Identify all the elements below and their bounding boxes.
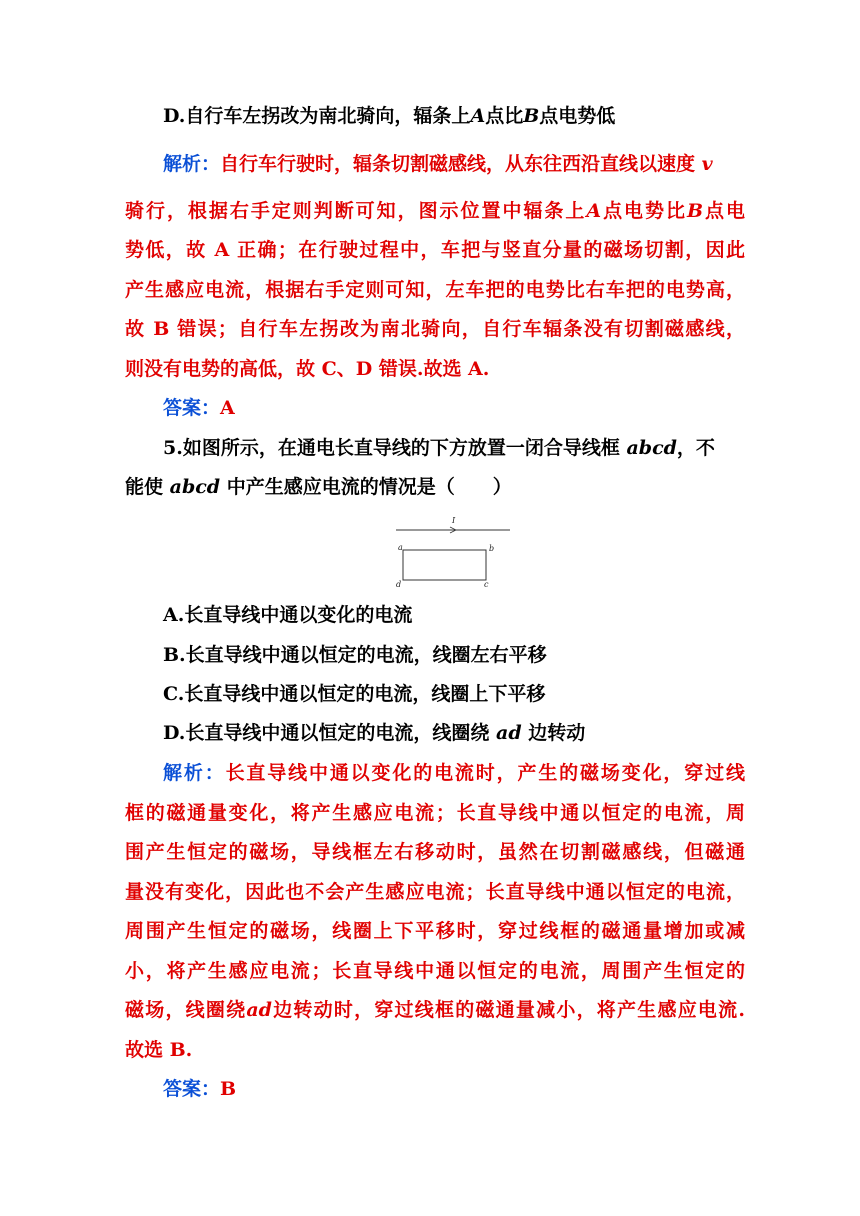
q4-analysis-line-3: 势低，故 A 正确；在行驶过程中，车把与竖直分量的磁场切割，因此 xyxy=(125,239,745,261)
stem-text: 能使 xyxy=(125,476,164,498)
answer-value: B xyxy=(220,1078,237,1100)
q4-answer xyxy=(163,396,745,420)
analysis-text: 骑行，根据右手定则判断可知，图示位置中辐条上 xyxy=(125,200,587,222)
q5-analysis-line-5: 周围产生恒定的磁场，线圈上下平移时，穿过线框的磁通量增加或减 xyxy=(125,920,745,942)
variable-abcd: abcd xyxy=(626,437,677,459)
variable-abcd: abcd xyxy=(169,476,221,498)
corner-label-d: d xyxy=(396,580,402,589)
q5-analysis-line-3: 围产生恒定的磁场，导线框左右移动时，虽然在切割磁感线，但磁通 xyxy=(125,841,745,863)
corner-label-a: a xyxy=(398,543,403,552)
q5-option-b: B.长直导线中通以恒定的电流，线圈左右平移 xyxy=(163,644,547,666)
variable-ad: ad xyxy=(246,999,272,1021)
option-text: 点电势低 xyxy=(539,105,616,127)
stem-text: 5.如图所示，在通电长直导线的下方放置一闭合导线框 xyxy=(163,437,620,459)
q5-stem-line-2 xyxy=(125,475,745,499)
analysis-text: 磁场，线圈绕 xyxy=(125,999,247,1021)
stem-text: 中产生感应电流的情况是（ ） xyxy=(226,476,512,498)
q5-stem-line-1 xyxy=(163,436,745,460)
q5-answer xyxy=(163,1077,745,1101)
variable-ad: ad xyxy=(496,722,522,744)
option-text: D.长直导线中通以恒定的电流，线圈绕 xyxy=(163,722,490,744)
variable-b: B xyxy=(686,200,704,222)
q5-option-c: C.长直导线中通以恒定的电流，线圈上下平移 xyxy=(163,683,546,705)
analysis-label: 解析： xyxy=(163,762,226,784)
option-prefix: D. xyxy=(163,105,186,127)
wire-loop-abcd xyxy=(403,550,486,580)
q5-option-a: A.长直导线中通以变化的电流 xyxy=(163,604,413,626)
option-text: 点比 xyxy=(485,105,524,127)
q4-analysis-line-1 xyxy=(163,152,745,176)
corner-label-b: b xyxy=(489,544,495,553)
wire-and-loop-figure xyxy=(392,510,516,592)
corner-label-c: c xyxy=(484,580,489,589)
option-text: 自行车左拐改为南北骑向，辐条上 xyxy=(185,105,471,127)
analysis-label: 解析： xyxy=(163,153,221,175)
q4-analysis-line-6: 则没有电势的高低，故 C、D 错误.故选 A. xyxy=(125,358,490,380)
analysis-text: 点电势比 xyxy=(601,200,687,222)
q5-analysis-line-2: 框的磁通量变化，将产生感应电流；长直导线中通以恒定的电流，周 xyxy=(125,802,745,824)
current-label: I xyxy=(452,516,456,525)
variable-b: B xyxy=(523,105,540,127)
q4-analysis-line-4: 产生感应电流，根据右手定则可知，左车把的电势比右车把的电势高， xyxy=(125,279,745,301)
variable-a: A xyxy=(470,105,486,127)
analysis-text: 自行车行驶时，辐条切割磁感线，从东往西沿直线以速度 xyxy=(220,153,696,175)
q4-analysis-line-2 xyxy=(125,199,745,223)
analysis-text: 长直导线中通以变化的电流时，产生的磁场变化，穿过线 xyxy=(225,762,745,784)
analysis-text: 点电 xyxy=(703,200,745,222)
q5-analysis-line-1 xyxy=(163,761,745,785)
q4-analysis-line-5: 故 B 错误；自行车左拐改为南北骑向，自行车辐条没有切割磁感线， xyxy=(125,318,745,340)
answer-value: A xyxy=(220,397,235,419)
variable-a: A xyxy=(586,200,602,222)
variable-v: v xyxy=(701,153,713,175)
q5-analysis-line-6: 小，将产生感应电流；长直导线中通以恒定的电流，周围产生恒定的 xyxy=(125,960,745,982)
figure-svg xyxy=(392,510,516,592)
q5-option-d xyxy=(163,721,745,745)
answer-label: 答案： xyxy=(163,1078,221,1100)
analysis-text: 边转动时，穿过线框的磁通量减小，将产生感应电流. xyxy=(271,999,745,1021)
stem-text: ，不 xyxy=(676,437,715,459)
q4-option-d xyxy=(163,104,745,128)
q5-analysis-line-4: 量没有变化，因此也不会产生感应电流；长直导线中通以恒定的电流， xyxy=(125,881,745,903)
q5-analysis-line-8: 故选 B. xyxy=(125,1039,193,1061)
option-text: 边转动 xyxy=(528,722,586,744)
answer-label: 答案： xyxy=(163,397,221,419)
q5-analysis-line-7 xyxy=(125,998,745,1022)
